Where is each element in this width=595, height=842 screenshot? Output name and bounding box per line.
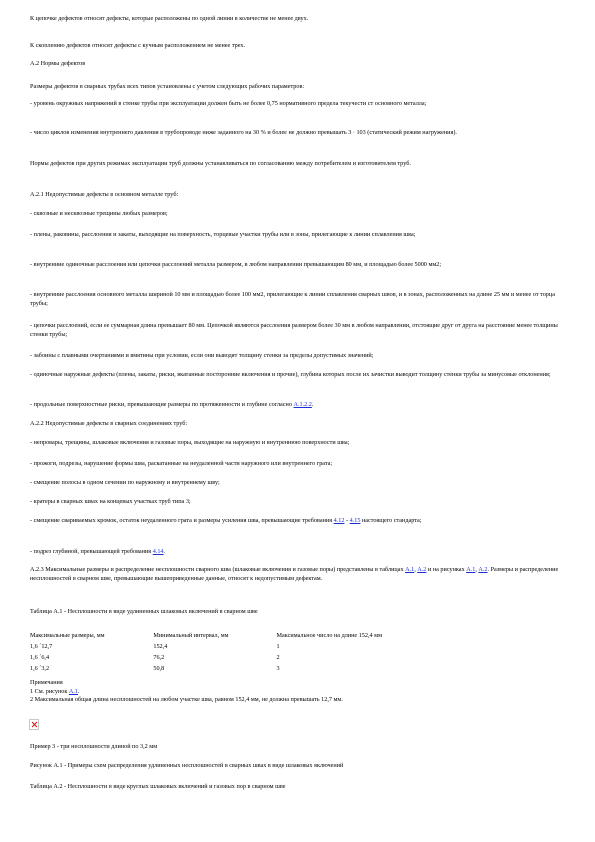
link-section-4-14[interactable]: 4.14 <box>152 548 164 555</box>
table-cell: 1 <box>276 643 280 650</box>
list-item-cracks: - сквозные и несквозные трещины любых размеров; <box>30 210 168 217</box>
table-header-cell: Максимальные размеры, мм <box>30 632 105 639</box>
list-item-stress-level: - уровень окружных напряжений в стенке трубы при эксплуатации должен быть не более 0,75 нормативного предела текучести ст основного металла; <box>30 100 427 107</box>
list-item-lack-of-fusion: - непровары, трещины, шлаковые включения и газовые поры, выходящие на наружную и внутреннюю поверхности шва; <box>30 439 350 446</box>
list-item-undercut <box>30 547 570 556</box>
table-row <box>30 642 410 653</box>
table-cell: 3 <box>276 665 280 672</box>
note-1-dot: . <box>78 687 80 695</box>
figure-a1-title: Рисунок А.1 - Примеры схем распределения удлиненных несплошностей в сварных швах в виде шлаковых включений <box>30 762 344 769</box>
list-item-dents: - забоины с плавными очертаниями и вмятины при условии, если они выводят толщину стенки за пределы допустимых значений; <box>30 352 374 359</box>
undercut-text: - подрез глубиной, превышающей требования <box>30 548 153 555</box>
scratches-dot: . <box>311 401 314 408</box>
table-cell: 76,2 <box>153 654 165 661</box>
table-cell: 50,8 <box>153 665 165 672</box>
list-item-delamination-chains: - цепочки расслоений, если ее суммарная длина превышает 80 мм. Цепочкой являются расслоения размером более 30 мм в любом направлении, отстоящие друг от друга на расстояние менее толщины стенки трубы; <box>30 322 558 338</box>
edge-offset-dash: - <box>344 517 350 524</box>
list-item-films: - плены, раковины, расслоения и закаты, выходящие на поверхность, торцевые участки трубы или в зоны, прилегающие к линии сплавления шва; <box>30 231 416 238</box>
table-cell: 1,6 ´3,2 <box>30 665 50 672</box>
link-table-a1[interactable]: А.1 <box>405 566 415 573</box>
a23-comma-1: , <box>414 566 418 573</box>
table-cell: 2 <box>276 654 280 661</box>
table-header-cell: Минимальный интервал, мм <box>153 632 229 639</box>
table-row <box>30 664 410 675</box>
link-a122[interactable]: А.1.2.2 <box>293 401 312 408</box>
paragraph-chain-defects: К цепочке дефектов относят дефекты, которые расположены по одной линии в количестве не менее двух. <box>30 15 309 22</box>
table-notes <box>30 679 570 705</box>
notes-title: Примечания <box>30 679 63 686</box>
note-1-text: 1 См. рисунок <box>30 687 69 695</box>
table-a1 <box>30 631 410 675</box>
paragraph-cluster-defects: К скоплению дефектов относят дефекты с кучным расположением не менее трех. <box>30 42 246 49</box>
undercut-dot: . <box>163 548 166 555</box>
list-item-edge-offset <box>30 516 570 525</box>
a23-comma-2: , <box>475 566 479 573</box>
link-figure-a2[interactable]: А.2 <box>478 566 488 573</box>
section-heading-a22: А.2.2 Недопустимые дефекты в сварных соединениях труб: <box>30 420 188 427</box>
list-item-pressure-cycles: - число циклов изменения внутреннего давления в трубопроводе ниже заданного на 30 % и более не должно превышать 3 · 103 (статический режим нагружения). <box>30 129 457 136</box>
link-figure-a1[interactable]: А.1 <box>466 566 476 573</box>
link-section-4-12[interactable]: 4.12 <box>333 517 345 524</box>
list-item-strip-offset: - смещение полосы в одном сечении по наружному и внутреннему шву; <box>30 479 220 486</box>
a23-tail: . Размеры и распределение несплошностей в сварном шве, превышающие вышеприведенные данные, относят к недопустимым дефектам. <box>30 566 559 582</box>
section-heading-a2: А.2 Нормы дефектов <box>30 60 86 67</box>
table-cell: 152,4 <box>153 643 168 650</box>
a23-text: А.2.3 Максимальные размеры и распределение несплошности сварного шва (шлаковые включения и газовые поры) представлены в таблицах <box>30 566 406 573</box>
table-row <box>30 653 410 664</box>
edge-offset-text: - смещение свариваемых кромок, остаток неудаленного грата и размеры усиления шва, превышающие требования <box>30 517 334 524</box>
table-header-row <box>30 631 410 642</box>
table-cell: 1,6 ´6,4 <box>30 654 50 661</box>
list-item-external-defects: - одиночные наружные дефекты (плены, закаты, риски, вкатанные посторонние включения и прочие), глубина которых после их зачистки выводит толщину стенки трубы за минусовые отклонения; <box>30 371 551 378</box>
broken-image-icon <box>29 719 39 730</box>
list-item-base-metal-delamination: - внутренние расслоения основного металла шириной 10 мм и площадью более 100 мм2, прилегающие к линии сплавления сварных швов, и в зонах, расположенных на длине 25 мм и менее от торца трубы; <box>30 291 555 307</box>
table-a2-title: Таблица А.2 - Несплошности в виде круглых шлаковых включений и газовых пор в сварном шве <box>30 783 286 790</box>
list-item-longitudinal-scratches <box>30 400 570 409</box>
paragraph-defect-sizes: Размеры дефектов в сварных трубах всех типов установлены с учетом следующих рабочих параметров: <box>30 83 305 90</box>
list-item-craters: - кратеры в сварных швах на концевых участках труб типа 3; <box>30 498 191 505</box>
section-heading-a21: А.2.1 Недопустимые дефекты в основном металле труб: <box>30 191 179 198</box>
link-section-4-15[interactable]: 4.15 <box>349 517 361 524</box>
table-header-cell: Максимальное число на длине 152,4 мм <box>276 632 383 639</box>
figure-example-caption: Пример 3 - три несплошности длиной по 3,2 мм <box>30 743 158 750</box>
list-item-burn-through: - прожоги, подрезы, нарушение формы шва, раскатанные на неудаленной части наружного или внутреннего грата; <box>30 460 333 467</box>
table-a1-title: Таблица А.1 - Несплошности в виде удлиненных шлаковых включений в сварном шве <box>30 608 258 615</box>
paragraph-other-modes: Нормы дефектов при других режимах эксплуатации труб должны устанавливаться по согласованию между потребителем и изготовителем труб. <box>30 160 411 167</box>
note-2: 2 Максимальная общая длина несплошностей на любом участке шва, равном 152,4 мм, не должна превышать 12,7 мм. <box>30 696 343 704</box>
link-note-figure-a1[interactable]: А.1 <box>68 687 79 695</box>
paragraph-a23-max-sizes <box>30 565 570 583</box>
list-item-internal-delamination: - внутренние одиночные расслоения или цепочки расслоений металла размером, в любом направлении превышающим 80 мм, и площадью более 5000 мм2; <box>30 261 442 268</box>
a23-and: и на рисунках <box>426 566 467 573</box>
link-table-a2[interactable]: А.2 <box>417 566 427 573</box>
note-1 <box>30 688 570 697</box>
table-cell: 1,6 ´12,7 <box>30 643 53 650</box>
edge-offset-tail: настоящего стандарта; <box>360 517 422 524</box>
scratches-text: - продольные поверхностные риски, превышающие размеры по протяженности и глубине согласно <box>30 401 294 408</box>
